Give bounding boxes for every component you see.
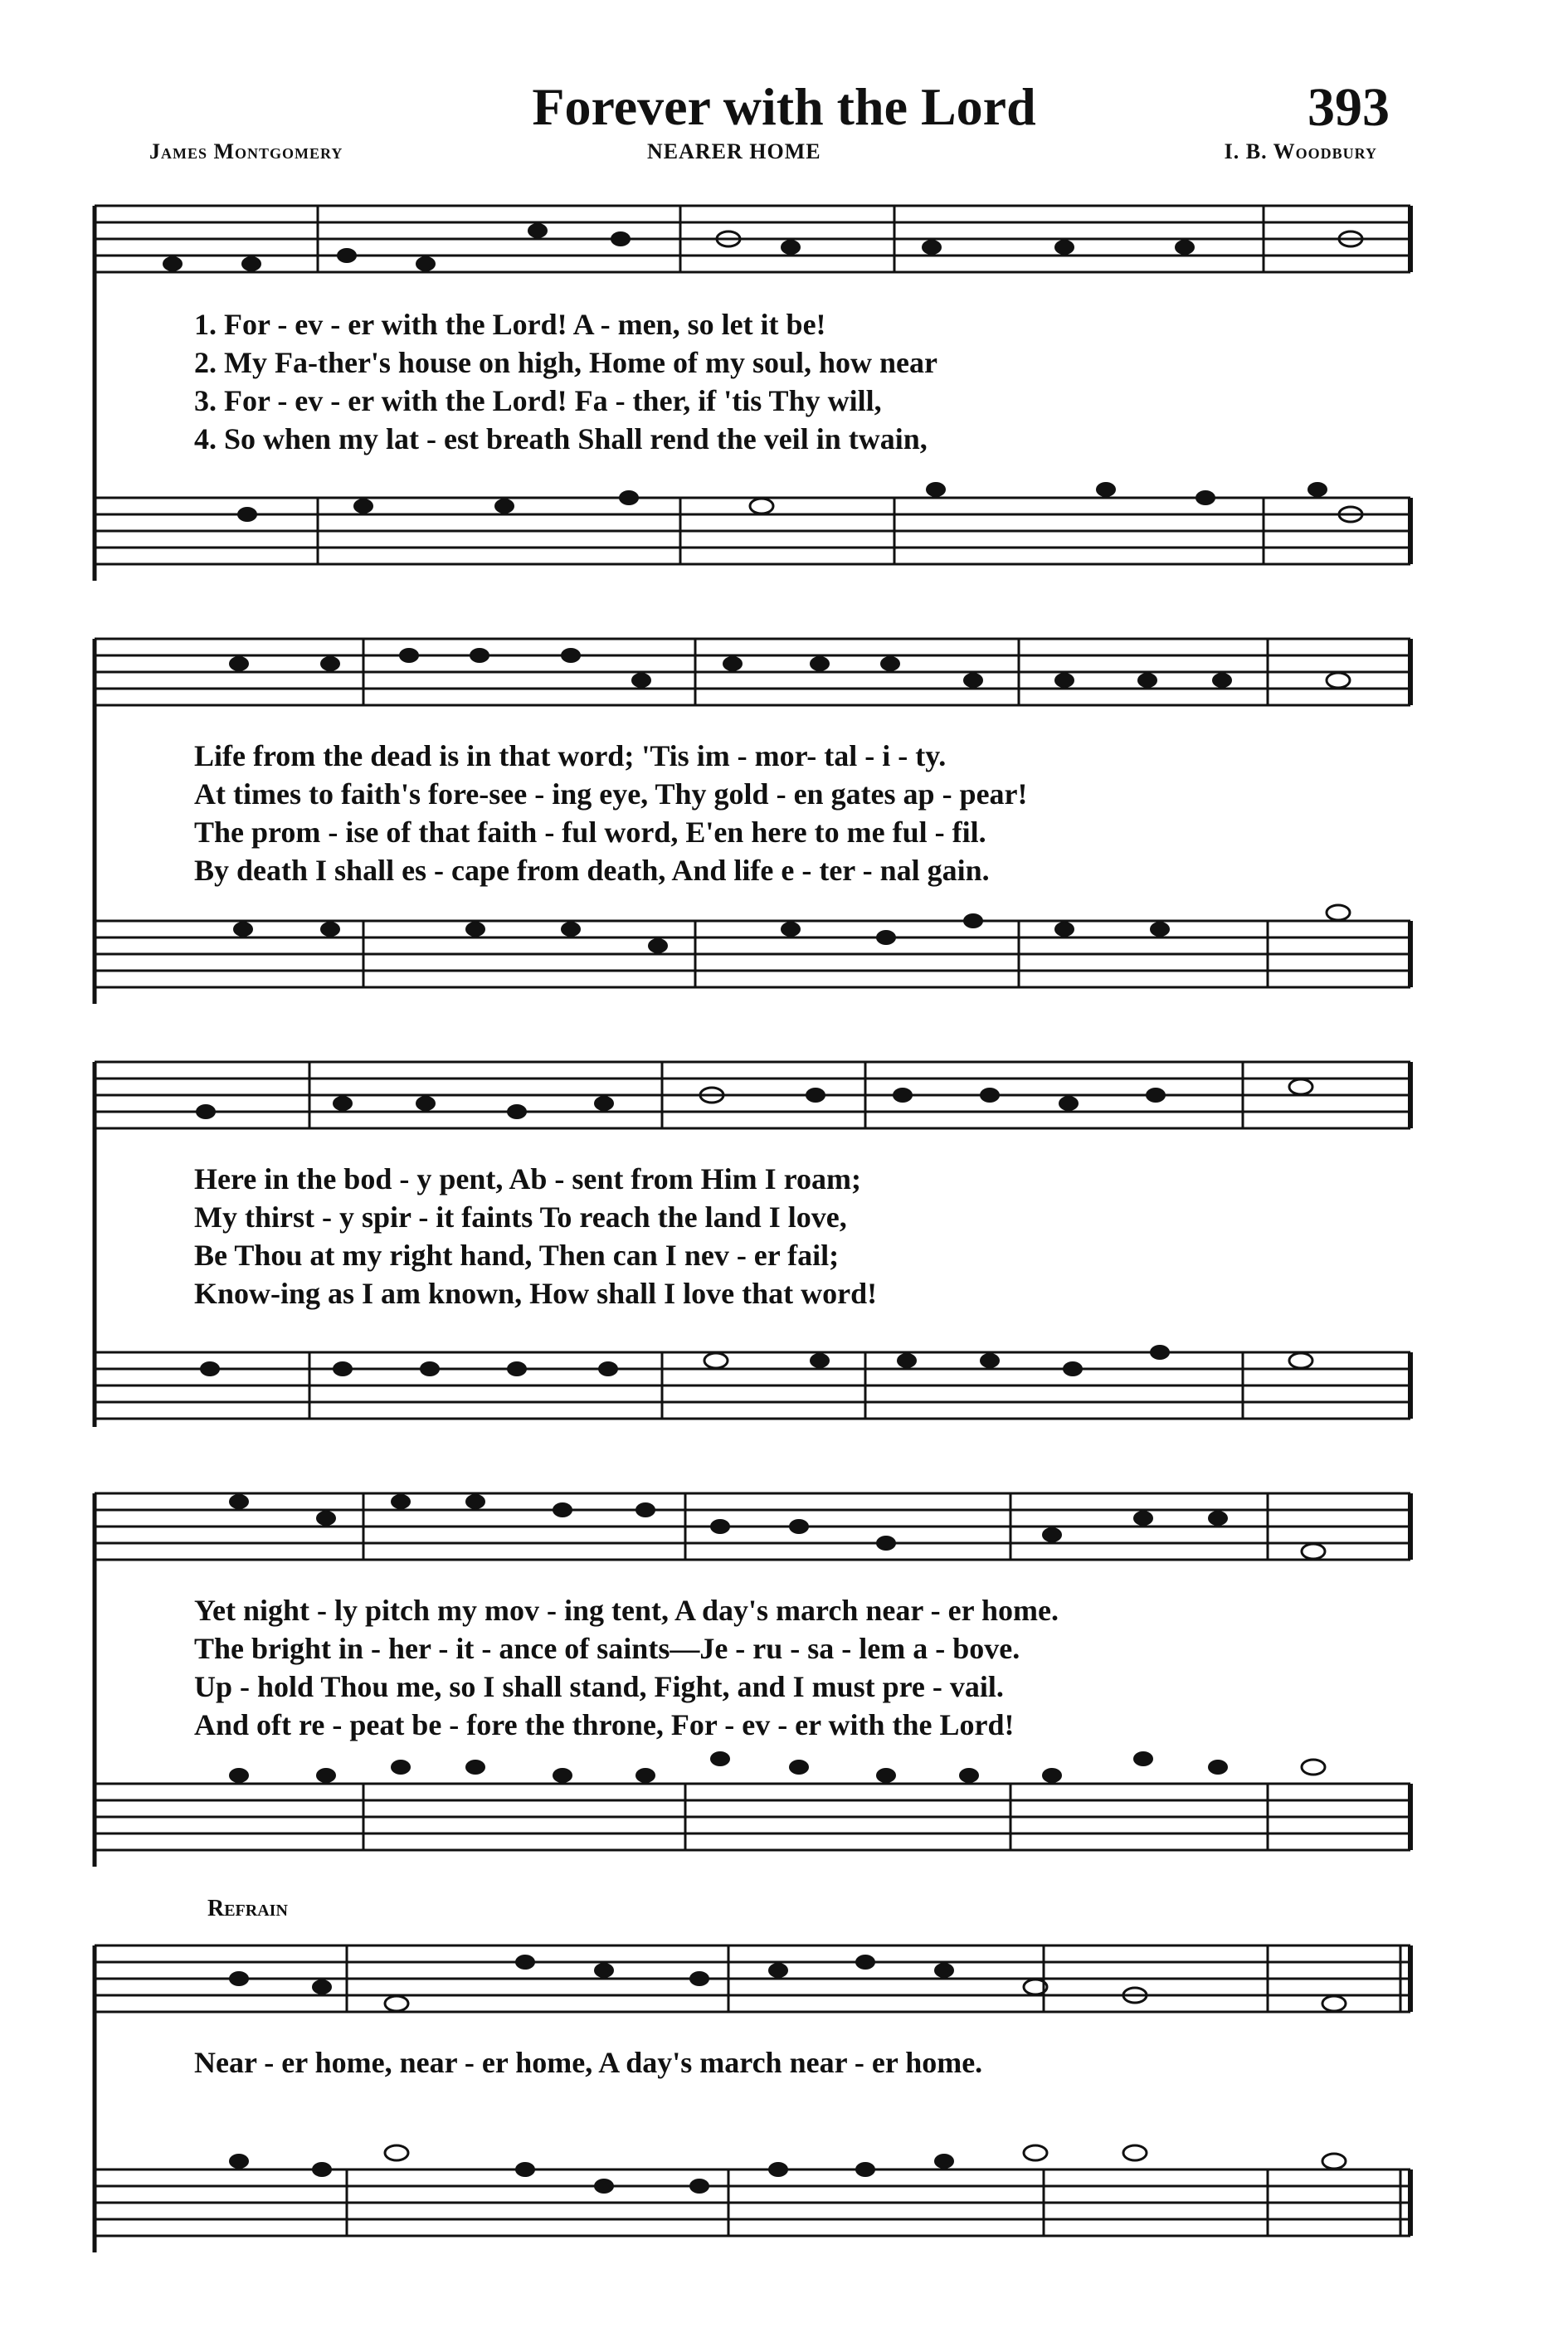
- tune-name: NEARER HOME: [647, 139, 821, 163]
- verse-lines: [194, 738, 1389, 891]
- verse-lines: [194, 1161, 1389, 1314]
- lyric-line: Be Thou at my right hand, Then can I nev - er fail;: [194, 1239, 840, 1272]
- lyric-line: 1. For - ev - er with the Lord! A - men, so let it be!: [194, 308, 826, 341]
- lyric-line: The bright in - her - it - ance of saints—Je - ru - sa - lem a - bove.: [194, 1632, 1020, 1665]
- lyric-line: The prom - ise of that faith - ful word, E'en here to me ful - fil.: [194, 816, 986, 849]
- lyric-line: Near - er home, near - er home, A day's march near - er home.: [194, 2046, 983, 2079]
- lyric-line: 3. For - ev - er with the Lord! Fa - ther, if 'tis Thy will,: [194, 384, 882, 417]
- refrain-label: Refrain: [207, 1896, 288, 1921]
- lyric-line: My thirst - y spir - it faints To reach the land I love,: [194, 1200, 847, 1234]
- credits-row: [149, 139, 1377, 173]
- composer-credit: I. B. Woodbury: [1224, 139, 1377, 163]
- lyric-line: And oft re - peat be - fore the throne, For - ev - er with the Lord!: [194, 1708, 1015, 1741]
- lyric-line: By death I shall es - cape from death, And life e - ter - nal gain.: [194, 854, 990, 887]
- author-credit: James Montgomery: [149, 139, 343, 163]
- staff-graphic: [90, 1921, 1417, 2335]
- lyric-line: Know-ing as I am known, How shall I love that word!: [194, 1277, 878, 1310]
- verse-lines: [194, 307, 1389, 460]
- lyric-line: Up - hold Thou me, so I shall stand, Fight, and I must pre - vail.: [194, 1670, 1004, 1703]
- lyric-line: At times to faith's fore-see - ing eye, Thy gold - en gates ap - pear!: [194, 777, 1028, 811]
- lyric-line: Here in the bod - y pent, Ab - sent from Him I roam;: [194, 1162, 861, 1195]
- verse-lines: [194, 2045, 1389, 2083]
- lyric-line: Yet night - ly pitch my mov - ing tent, A day's march near - er home.: [194, 1594, 1059, 1627]
- lyric-line: 2. My Fa-ther's house on high, Home of my soul, how near: [194, 346, 938, 379]
- verse-lines: [194, 1593, 1389, 1746]
- hymn-number: 393: [1307, 77, 1390, 138]
- lyric-line: 4. So when my lat - est breath Shall rend the veil in twain,: [194, 422, 928, 455]
- hymn-title: Forever with the Lord: [532, 77, 1036, 136]
- lyric-line: Life from the dead is in that word; 'Tis im - mor- tal - i - ty.: [194, 739, 947, 772]
